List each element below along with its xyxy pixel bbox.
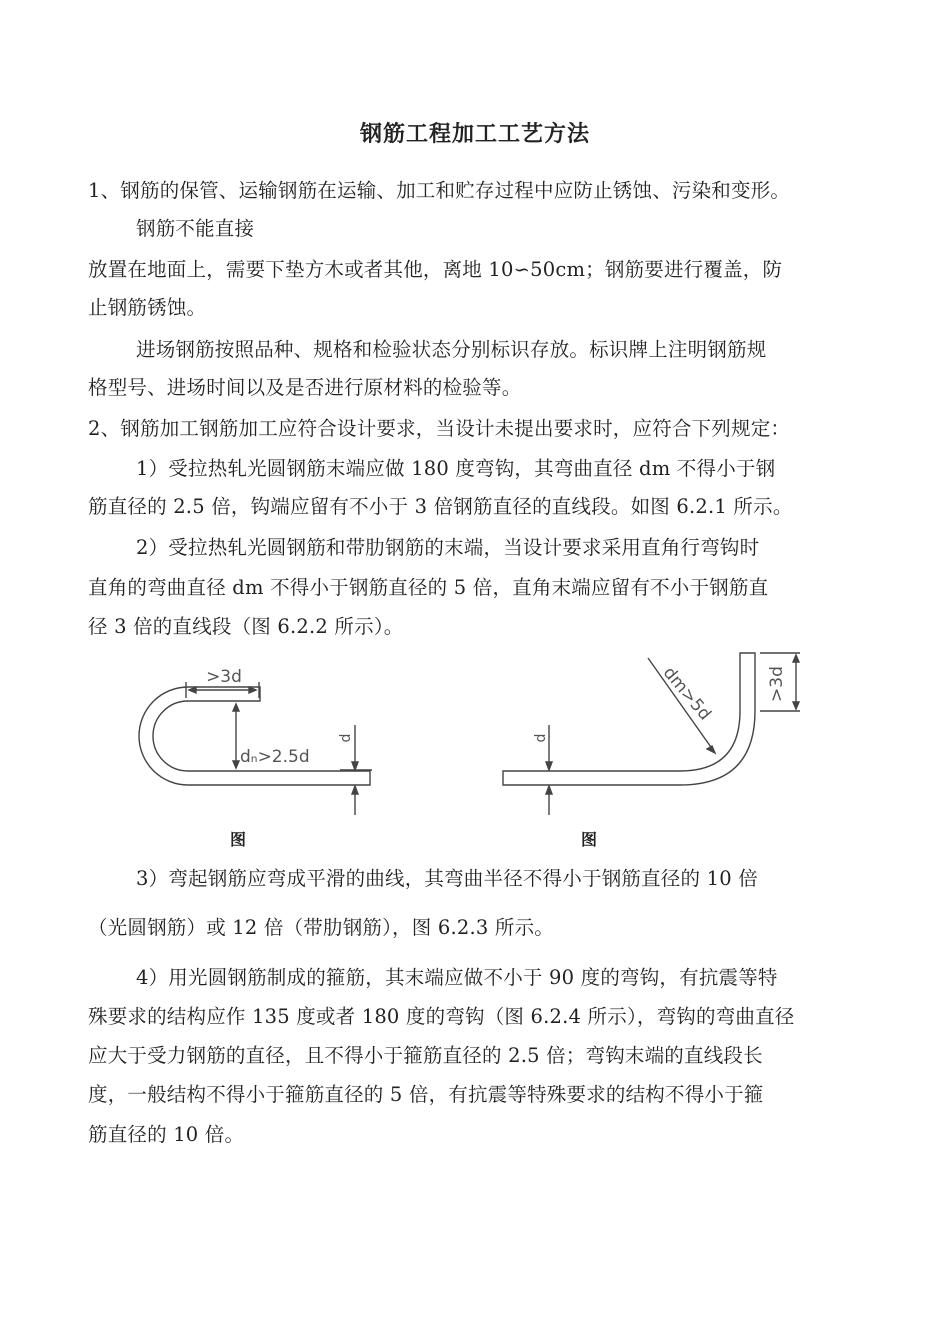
paragraph-line: 1、钢筋的保管、运输钢筋在运输、加工和贮存过程中应防止锈蚀、污染和变形。 (88, 179, 791, 202)
paragraph-line: 钢筋不能直接 (136, 217, 255, 240)
arrow-icon (546, 786, 552, 794)
page-title: 钢筋工程加工工艺方法 (359, 121, 590, 147)
arrow-icon (189, 687, 196, 693)
rebar-hook-figures (0, 640, 950, 850)
paragraph-line: 格型号、进场时间以及是否进行原材料的检验等。 (88, 376, 522, 399)
paragraph-line: 放置在地面上，需要下垫方木或者其他，离地 10∽50cm；钢筋要进行覆盖，防 (88, 258, 783, 281)
arrow-icon (707, 746, 715, 753)
figure2-length-label: >3d (767, 666, 787, 702)
figure2-caption: 图 (580, 830, 598, 849)
paragraph-line: 度，一般结构不得小于箍筋直径的 5 倍，有抗震等特殊要求的结构不得小于箍 (88, 1083, 764, 1106)
paragraph-line: 径 3 倍的直线段（图 6.2.2 所示）。 (88, 615, 404, 638)
arrow-icon (793, 655, 799, 662)
paragraph-line: 4）用光圆钢筋制成的箍筋，其末端应做不小于 90 度的弯钩，有抗震等特 (136, 966, 778, 989)
arrow-icon (546, 762, 552, 770)
paragraph-line: 1）受拉热轧光圆钢筋末端应做 180 度弯钩，其弯曲直径 dm 不得小于钢 (136, 457, 776, 480)
paragraph-line: 2）受拉热轧光圆钢筋和带肋钢筋的末端，当设计要求采用直角行弯钩时 (136, 536, 760, 559)
arrow-icon (233, 761, 239, 768)
paragraph-line: 进场钢筋按照品种、规格和检验状态分别标识存放。标识牌上注明钢筋规 (136, 338, 767, 361)
figure2-d-label: d (533, 733, 549, 743)
paragraph-line: （光圆钢筋）或 12 倍（带肋钢筋），图 6.2.3 所示。 (88, 916, 554, 939)
hook-rebar-outline (139, 687, 370, 785)
paragraph-line: 应大于受力钢筋的直径，且不得小于箍筋直径的 2.5 倍；弯钩末端的直线段长 (88, 1044, 763, 1067)
arrow-icon (233, 704, 239, 711)
right-angle-rebar-outline (503, 653, 755, 785)
arrow-icon (352, 786, 358, 794)
paragraph-line: 3）弯起钢筋应弯成平滑的曲线，其弯曲半径不得小于钢筋直径的 10 倍 (136, 867, 758, 890)
figure1-length-label: >3d (206, 667, 242, 687)
paragraph-line: 殊要求的结构应作 135 度或者 180 度的弯钩（图 6.2.4 所示），弯钩的弯曲直径 (88, 1005, 795, 1028)
arrow-icon (249, 687, 256, 693)
figure1-caption: 图 (229, 830, 247, 849)
paragraph-line: 筋直径的 2.5 倍，钩端应留有不小于 3 倍钢筋直径的直线段。如图 6.2.1 所示。 (88, 495, 793, 518)
arrow-icon (793, 702, 799, 709)
paragraph-line: 2、钢筋加工钢筋加工应符合设计要求，当设计未提出要求时，应符合下列规定： (88, 417, 791, 440)
figure1-diameter-label: dₙ>2.5d (240, 747, 310, 767)
arrow-icon (352, 762, 358, 770)
paragraph-line: 直角的弯曲直径 dm 不得小于钢筋直径的 5 倍，直角末端应留有不小于钢筋直 (88, 576, 769, 599)
figure2-bend-label: dm>5d (658, 663, 715, 725)
paragraph-line: 止钢筋锈蚀。 (88, 296, 207, 319)
paragraph-line: 筋直径的 10 倍。 (88, 1123, 245, 1146)
figure1-d-label: d (338, 733, 354, 743)
